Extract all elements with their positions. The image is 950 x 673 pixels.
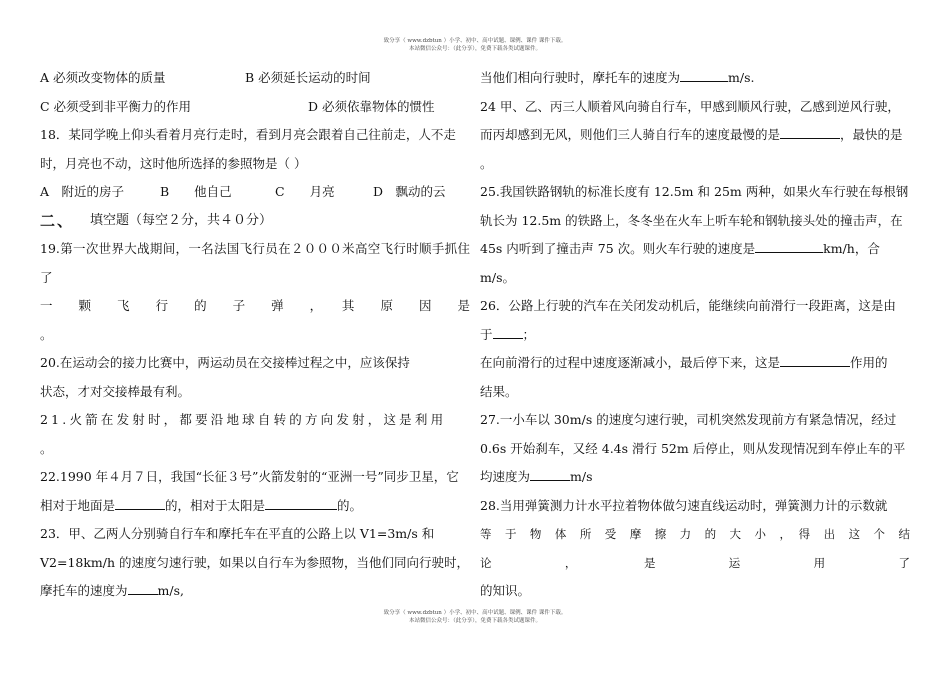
section-2-heading — [40, 207, 470, 236]
left-column — [40, 64, 470, 606]
q22-blank-2[interactable] — [265, 495, 337, 510]
q17-option-a: A 必须改变物体的质量 — [40, 70, 166, 85]
page-footer — [0, 609, 950, 625]
q26-blank-2[interactable] — [780, 352, 850, 367]
q22-text-c: 的。 — [337, 497, 363, 513]
q24-line-1: 24 甲、乙、丙三人顺着风向骑自行车，甲感到顺风行驶，乙感到逆风行驶， — [480, 98, 900, 114]
q28-line-1: 28.当用弹簧测力计水平拉着物体做匀速直线运动时，弹簧测力计的示数就 — [480, 497, 888, 513]
q25-line-2: 轨长为 12.5m 的铁路上，冬冬坐在火车上听车轮和钢轨接头处的撞击声，在 — [480, 212, 903, 228]
q23-line-2: V2=18km/h 的速度匀速行驶，如果以自行车为参照物，当他们同向行驶时， — [40, 554, 470, 570]
q25-text-a: 45s 内听到了撞击声 75 次。则火车行驶的速度是 — [480, 241, 756, 256]
section-2-title: 填空题（每空２分，共４０分） — [90, 212, 273, 228]
q28-line-2: 等 于 物 体 所 受 摩 擦 力 的 大 小 ， 得 出 这 个 结 论 ， 是 运 用 了 — [480, 527, 922, 570]
q25-line-3 — [480, 235, 910, 264]
q19-line-1: 19.第一次世界大战期间，一名法国飞行员在２０００米高空飞行时顺手抓住了 — [40, 241, 470, 285]
q26-line-3 — [480, 349, 910, 378]
q26-line-2 — [480, 321, 910, 350]
q25-line-1: 25.我国铁路钢轨的标准长度有 12.5m 和 25m 两种，如果火车行驶在每根钢 — [480, 184, 909, 199]
q19-line-3: 。 — [40, 326, 53, 342]
q20-line-2: 状态，才对交接棒最有利。 — [40, 383, 191, 399]
q23-line-1: 23．甲、乙两人分别骑自行车和摩托车在平直的公路上以 V1=3m/s 和 — [40, 526, 435, 541]
q18-option-c: C 月亮 — [275, 184, 335, 199]
q26-blank-1[interactable] — [493, 324, 523, 339]
q20-line-1: 20.在运动会的接力比赛中，两运动员在交接棒过程之中，应该保持 — [40, 355, 410, 370]
q28-line-3: 的知识。 — [480, 583, 531, 598]
q17-option-d: D 必须依靠物体的惯性 — [308, 98, 435, 114]
q22-line-1: 22.1990 年４月７日，我国“长征３号”火箭发射的“亚洲一号”同步卫星，它 — [40, 469, 459, 484]
q26-text-a: 于 — [480, 326, 493, 342]
q23-blank-2[interactable] — [680, 67, 728, 82]
q24-text-b: ，最快的是 — [840, 127, 903, 142]
q22-blank-1[interactable] — [115, 495, 165, 510]
q27-line-2: 0.6s 开始刹车，又经 4.4s 滑行 52m 后停止，则从发现情况到车停止车的平 — [480, 440, 906, 456]
q21-line-2: 。 — [40, 440, 53, 456]
q17-option-b: B 必须延长运动的时间 — [245, 70, 371, 85]
q22-line-2 — [40, 492, 470, 521]
footer-line-2: 本站微信公众号：（此分享），免费下载各类试题课件。 — [408, 618, 541, 624]
q26-text-d: 作用的 — [850, 355, 888, 370]
q26-text-c: 在向前滑行的过程中速度逐渐减小，最后停下来，这是 — [480, 355, 781, 370]
q18-option-d: D 飘动的云 — [373, 184, 446, 199]
q23-cont-line — [480, 64, 910, 93]
q18-option-a: A 附近的房子 — [40, 184, 125, 199]
q26-line-4: 结果。 — [480, 383, 518, 399]
q17-options-row-2 — [40, 93, 470, 122]
q23-blank-1[interactable] — [128, 580, 158, 595]
q25-blank-1[interactable] — [755, 238, 823, 253]
q17-options-row-1 — [40, 64, 470, 93]
q24-text-a: 而丙却感到无风，则他们三人骑自行车的速度最慢的是 — [480, 127, 781, 142]
q25-line-4: m/s。 — [480, 269, 515, 285]
q19-line-2: 一 颗 飞 行 的 子 弹 ， 其 原 因 是 — [40, 298, 470, 313]
q23-text-b: m/s, — [157, 583, 184, 598]
q17-option-c: C 必须受到非平衡力的作用 — [40, 98, 192, 114]
q18-line-2: 时，月亮也不动，这时他所选择的参照物是（ ） — [40, 155, 307, 171]
q21-line-1: 21.火箭在发射时，都要沿地球自转的方向发射，这是利用 — [40, 412, 447, 427]
header-line-1: 致分享（ www.dzbtun ）小学、初中、高中试题、课例、课件 课件下载。 — [383, 38, 567, 44]
q23-cont-text-b: m/s. — [728, 70, 755, 85]
q27-line-3 — [480, 463, 910, 492]
q24-line-3: 。 — [480, 155, 493, 171]
right-column — [480, 64, 922, 606]
q22-text-b: 的，相对于太阳是 — [165, 497, 266, 513]
q27-line-1: 27.一小车以 30m/s 的速度匀速行驶，司机突然发现前方有紧急情况，经过 — [480, 412, 897, 427]
q27-text-a: 均速度为 — [480, 469, 531, 484]
q22-text-a: 相对于地面是 — [40, 497, 116, 513]
q23-line-3 — [40, 577, 470, 606]
footer-line-1: 致分享（ www.dzbtun ）小学、初中、高中试题、课例、课件 课件下载。 — [383, 610, 567, 616]
page-header — [0, 37, 950, 53]
q26-text-b: ； — [522, 326, 536, 342]
header-line-2: 本站微信公众号：（此分享），免费下载各类试题课件。 — [408, 46, 541, 52]
section-2-number: 二、 — [40, 211, 75, 230]
q27-text-b: m/s — [570, 469, 593, 484]
q27-blank-1[interactable] — [530, 466, 570, 481]
q25-text-b: km/h，合 — [823, 241, 880, 256]
q23-cont-text-a: 当他们相向行驶时，摩托车的速度为 — [480, 70, 681, 85]
q24-blank-1[interactable] — [780, 124, 840, 139]
q26-line-1: 26．公路上行驶的汽车在关闭发动机后，能继续向前滑行一段距离，这是由 — [480, 298, 896, 313]
q23-text-a: 摩托车的速度为 — [40, 583, 128, 598]
q18-options — [40, 178, 470, 207]
q18-line-1: 18．某同学晚上仰头看着月亮行走时，看到月亮会跟着自己往前走，人不走 — [40, 127, 456, 142]
q18-option-b: B 他自己 — [160, 184, 232, 199]
q24-line-2 — [480, 121, 910, 150]
